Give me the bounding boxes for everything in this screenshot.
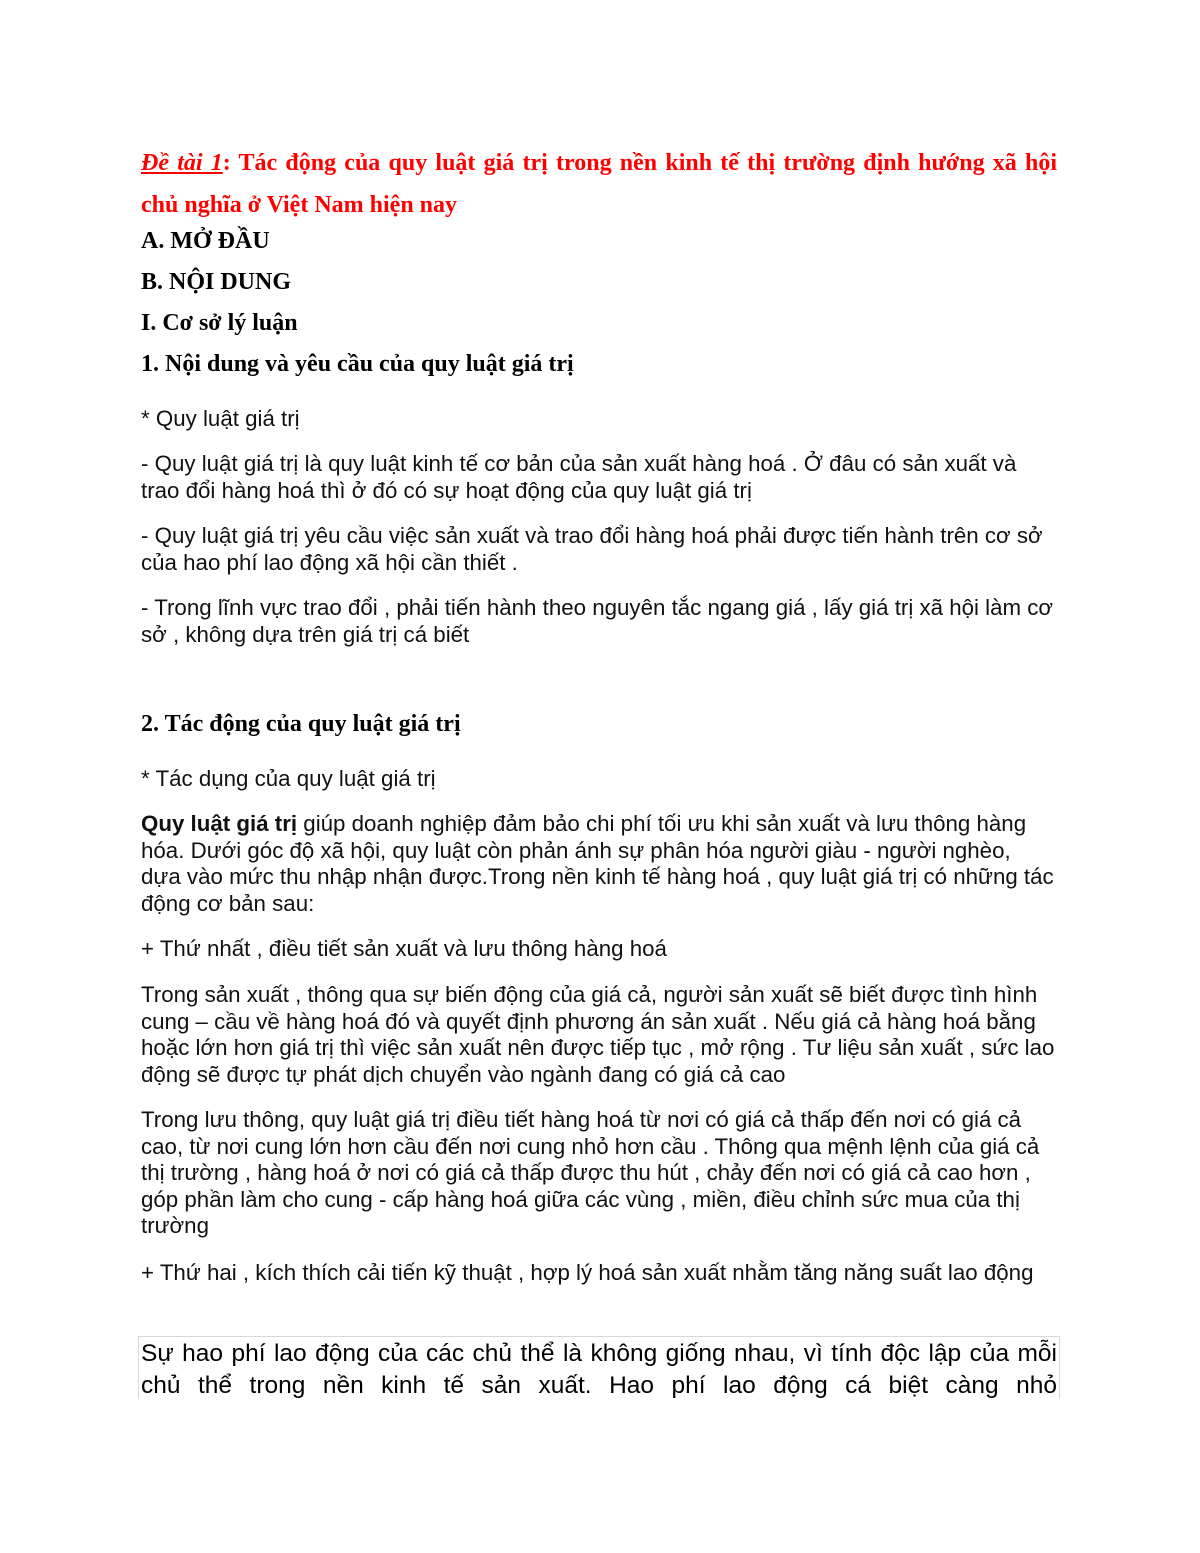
heading-muc-1: 1. Nội dung và yêu cầu của quy luật giá trị [141, 351, 574, 377]
topic-label: Đề tài 1 [141, 150, 223, 176]
heading-mo-dau: A. MỞ ĐẦU [141, 228, 270, 254]
heading-co-so-ly-luan: I. Cơ sở lý luận [141, 310, 298, 336]
section1-label: * Quy luật giá trị [141, 406, 300, 431]
paragraph-circulation: Trong lưu thông, quy luật giá trị điều tiết hàng hoá từ nơi có giá cả thấp đến nơi có giá cả cao, từ nơi cung lớn hơn cầu đến nơi cung nhỏ hơn cầu . Thông qua mệnh lệnh của giá cả thị trường , hàng hoá ở nơi có giá cả thấp được thu hút , chảy đến nơi có giá cả cao hơn , góp phần làm cho cung - cấp hàng hoá giữa các vùng , miền, điều chỉnh sức mua của thị trường [141, 1107, 1040, 1238]
point-first: + Thứ nhất , điều tiết sản xuất và lưu thông hàng hoá [141, 936, 667, 961]
highlight-box-text: Sự hao phí lao động của các chủ thể là không giống nhau, vì tính độc lập của mỗi chủ thể trong nền kinh tế sản xuất. Hao phí lao động cá biệt càng nhỏ [141, 1340, 1057, 1399]
intro-bold-term: Quy luật giá trị [141, 811, 298, 836]
topic-colon: : [222, 150, 231, 176]
section2-intro [141, 811, 1056, 917]
section1-paragraph-3: - Trong lĩnh vực trao đổi , phải tiến hành theo nguyên tắc ngang giá , lấy giá trị xã hội làm cơ sở , không dựa trên giá trị cá biết [141, 595, 1054, 647]
heading-muc-2: 2. Tác động của quy luật giá trị [141, 711, 461, 737]
document-title [141, 142, 1057, 226]
section2-label: * Tác dụng của quy luật giá trị [141, 766, 436, 791]
title-text: Tác động của quy luật giá trị trong nền kinh tế thị trường định hướng xã hội chủ nghĩa ở Việt Nam hiện nay [141, 150, 1058, 218]
heading-noi-dung: B. NỘI DUNG [141, 269, 292, 295]
intro-text: giúp doanh nghiệp đảm bảo chi phí tối ưu khi sản xuất và lưu thông hàng hóa. Dưới góc độ xã hội, quy luật còn phản ánh sự phân hóa người giàu - người nghèo, dựa vào mức thu nhập nhận được.Trong nền kinh tế hàng hoá , quy luật giá trị có những tác động cơ bản sau: [141, 811, 1054, 916]
section1-paragraph-1: - Quy luật giá trị là quy luật kinh tế cơ bản của sản xuất hàng hoá . Ở đâu có sản xuất và trao đổi hàng hoá thì ở đó có sự hoạt động của quy luật giá trị [141, 451, 1017, 503]
section1-paragraph-2: - Quy luật giá trị yêu cầu việc sản xuất và trao đổi hàng hoá phải được tiến hành trên cơ sở của hao phí lao động xã hội cần thiết . [141, 523, 1043, 575]
point-second: + Thứ hai , kích thích cải tiến kỹ thuật , hợp lý hoá sản xuất nhằm tăng năng suất lao động [141, 1260, 1034, 1285]
paragraph-production: Trong sản xuất , thông qua sự biến động của giá cả, người sản xuất sẽ biết được tình hình cung – cầu về hàng hoá đó và quyết định phương án sản xuất . Nếu giá cả hàng hoá bằng hoặc lớn hơn giá trị thì việc sản xuất nên được tiếp tục , mở rộng . Tư liệu sản xuất , sức lao động sẽ được tự phát dịch chuyển vào ngành đang có giá cả cao [141, 982, 1055, 1087]
